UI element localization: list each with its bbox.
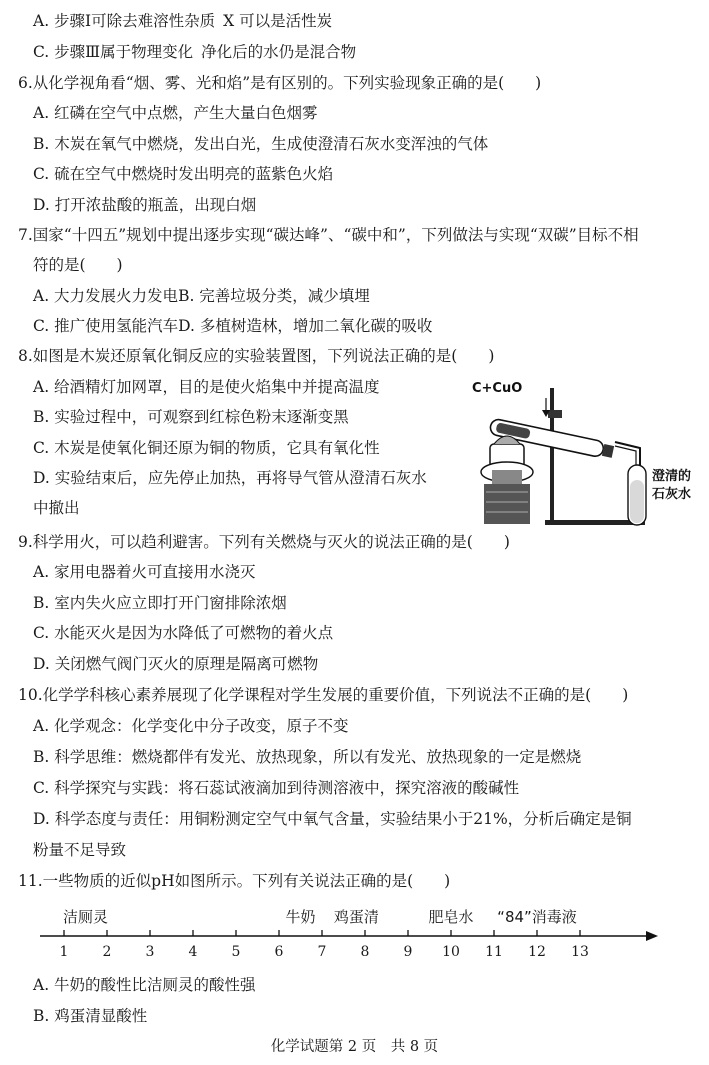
ph-tick-label: 7 <box>317 944 327 960</box>
ph-substances <box>63 908 577 926</box>
q10-option-c: C. 科学探究与实践：将石蕊试液滴加到待测溶液中，探究溶液的酸碱性 <box>33 779 520 797</box>
ph-tick-label: 4 <box>188 944 198 960</box>
q8-option-a: A. 给酒精灯加网罩，目的是使火焰集中并提高温度 <box>33 378 380 396</box>
q9-option-b: B. 室内失火应立即打开门窗排除浓烟 <box>33 594 287 612</box>
q11-option-b: B. 鸡蛋清显酸性 <box>33 1007 148 1025</box>
q10-option-d: D. 科学态度与责任：用铜粉测定空气中氧气含量，实验结果小于21%，分析后确定是铜 <box>33 810 632 828</box>
ph-substance-label: 牛奶 <box>285 908 316 926</box>
ph-tick-label: 5 <box>231 944 241 960</box>
q8-option-d: D. 实验结束后，应先停止加热，再将导气管从澄清石灰水 <box>33 469 427 487</box>
ph-axis-arrow <box>646 931 658 941</box>
ph-substance-label: “84”消毒液 <box>497 908 577 926</box>
q10-option-d-cont: 粉量不足导致 <box>33 841 127 859</box>
tube-label: C+CuO <box>472 381 523 396</box>
q9-option-d: D. 关闭燃气阀门灭火的原理是隔离可燃物 <box>33 655 319 673</box>
q7-option-b: B. 完善垃圾分类，减少填埋 <box>178 287 370 305</box>
q9-stem: 9.科学用火，可以趋利避害。下列有关燃烧与灭火的说法正确的是( ) <box>18 533 510 551</box>
ph-ticks <box>60 930 589 960</box>
ph-substance-label: 洁厕灵 <box>62 908 109 926</box>
prev-option-c-text: C. 步骤Ⅲ属于物理变化 <box>33 43 194 61</box>
apparatus-figure <box>470 370 702 528</box>
q10-stem: 10.化学学科核心素养展现了化学课程对学生发展的重要价值，下列说法不正确的是( ) <box>18 686 629 704</box>
ph-tick-label: 13 <box>571 944 589 960</box>
limewater-liquid <box>630 480 644 523</box>
prev-option-a-text: A. 步骤Ⅰ可除去难溶性杂质 <box>33 12 216 30</box>
q11-option-a: A. 牛奶的酸性比洁厕灵的酸性强 <box>33 976 256 994</box>
ph-substance-label: 肥皂水 <box>428 908 474 926</box>
ph-scale-figure <box>36 902 666 962</box>
q7-options-cd <box>33 315 432 337</box>
q11-stem: 11.一些物质的近似pH如图所示。下列有关说法正确的是( ) <box>18 872 451 890</box>
ph-tick-label: 11 <box>485 944 503 960</box>
prev-option-b-text: X 可以是活性炭 <box>223 12 333 30</box>
q6-option-b: B. 木炭在氧气中燃烧，发出白光，生成使澄清石灰水变浑浊的气体 <box>33 135 489 153</box>
q6-option-c: C. 硫在空气中燃烧时发出明亮的蓝紫色火焰 <box>33 165 334 183</box>
q10-option-b: B. 科学思维：燃烧都伴有发光、放热现象，所以有发光、放热现象的一定是燃烧 <box>33 748 582 766</box>
alcohol-lamp <box>481 436 533 484</box>
ph-tick-label: 1 <box>59 944 69 960</box>
q8-option-b: B. 实验过程中，可观察到红棕色粉末逐渐变黑 <box>33 408 349 426</box>
q7-stem-line1: 7.国家“十四五”规划中提出逐步实现“碳达峰”、“碳中和”，下列做法与实现“双碳”目标不相 <box>18 226 639 244</box>
beaker-label-2: 石灰水 <box>652 487 692 502</box>
ph-tick-label: 10 <box>442 944 460 960</box>
q8-stem: 8.如图是木炭还原氧化铜反应的实验装置图，下列说法正确的是( ) <box>18 347 495 365</box>
q7-option-c: C. 推广使用氢能汽车 <box>33 317 179 335</box>
wooden-block <box>484 484 530 524</box>
q9-option-c: C. 水能灭火是因为水降低了可燃物的着火点 <box>33 624 334 642</box>
prev-option-c <box>33 41 356 63</box>
ph-tick-label: 3 <box>145 944 155 960</box>
beaker-label-1: 澄清的 <box>652 469 692 484</box>
ph-tick-label: 12 <box>528 944 546 960</box>
q7-option-d: D. 多植树造林，增加二氧化碳的吸收 <box>178 317 433 335</box>
q6-stem: 6.从化学视角看“烟、雾、光和焰”是有区别的。下列实验现象正确的是( ) <box>18 74 542 92</box>
ph-substance-label: 鸡蛋清 <box>333 908 379 926</box>
ph-tick-label: 2 <box>102 944 112 960</box>
q7-stem-line2: 符的是( ) <box>33 256 123 274</box>
q6-option-a: A. 红磷在空气中点燃，产生大量白色烟雾 <box>33 104 318 122</box>
prev-option-d-text: 净化后的水仍是混合物 <box>201 43 357 61</box>
q10-option-a: A. 化学观念：化学变化中分子改变，原子不变 <box>33 717 349 735</box>
stand-rod <box>550 388 554 522</box>
prev-option-a <box>33 10 332 32</box>
ph-tick-label: 9 <box>403 944 413 960</box>
ph-tick-label: 6 <box>274 944 284 960</box>
q6-option-d: D. 打开浓盐酸的瓶盖，出现白烟 <box>33 196 257 214</box>
q7-option-a: A. 大力发展火力发电 <box>33 287 179 305</box>
ph-tick-label: 8 <box>360 944 370 960</box>
q7-options-ab <box>33 285 370 307</box>
q8-option-c: C. 木炭是使氧化铜还原为铜的物质，它具有氧化性 <box>33 439 380 457</box>
page-footer: 化学试题第 2 页 共 8 页 <box>270 1039 439 1055</box>
q9-option-a: A. 家用电器着火可直接用水浇灭 <box>33 563 256 581</box>
q8-option-d-cont: 中撤出 <box>33 499 80 517</box>
stand-clamp <box>548 410 562 418</box>
